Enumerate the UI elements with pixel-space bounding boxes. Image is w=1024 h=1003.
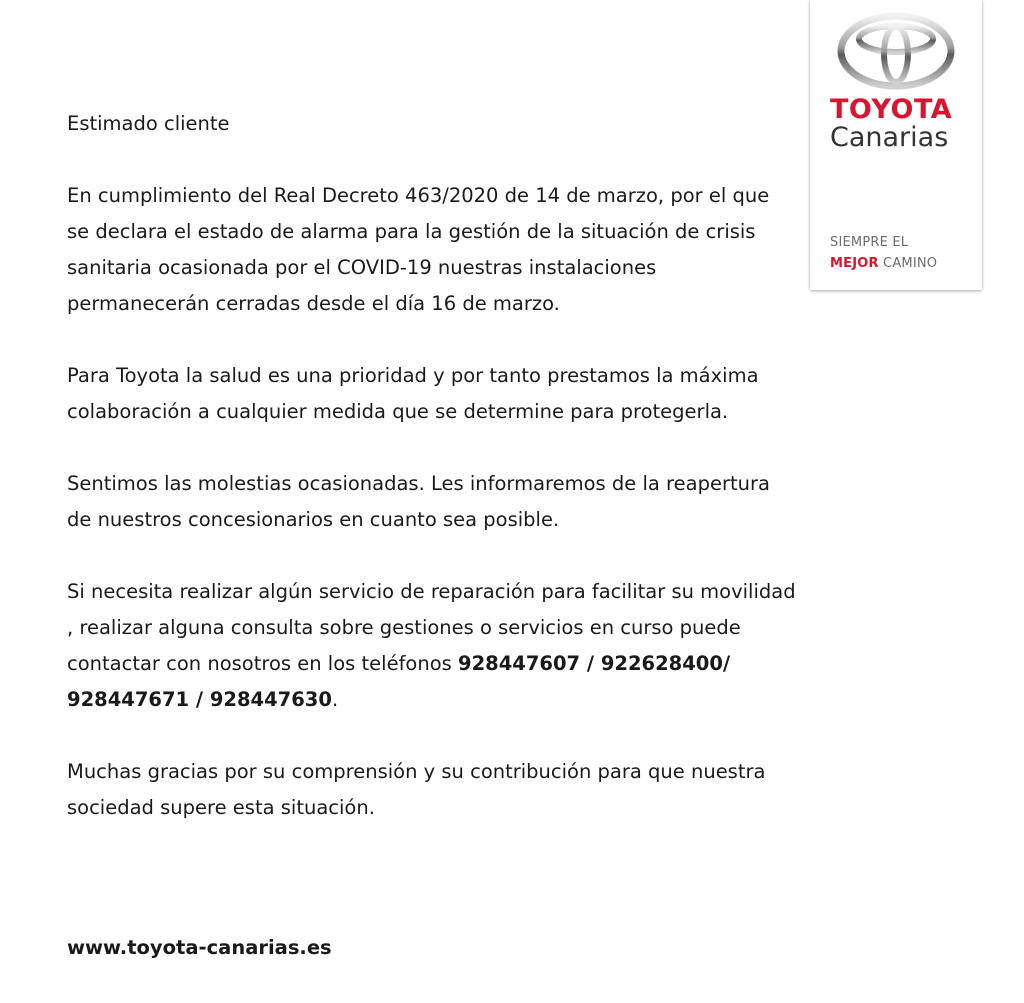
brand-name: TOYOTA [830,94,953,125]
greeting: Estimado cliente [67,112,230,135]
letter-body [67,106,797,862]
paragraph-contact [67,574,797,718]
slogan-line-1: SIEMPRE EL [830,235,909,250]
slogan-rest: CAMINO [878,256,938,271]
slogan-strong: MEJOR [830,256,879,271]
contact-end: . [331,688,339,711]
website-link[interactable]: www.toyota-canarias.es [67,936,332,959]
paragraph-thanks: Muchas gracias por su comprensión y su contribución para que nuestra sociedad supere esta situación. [67,760,766,819]
brand-logo-card [810,0,982,290]
paragraph-apology: Sentimos las molestias ocasionadas. Les informaremos de la reapertura de nuestros concesionarios en cuanto sea posible. [67,472,770,531]
contact-text: Si necesita realizar algún servicio de reparación para facilitar su movilidad , realizar alguna consulta sobre gestiones o servicios en curso puede contactar con nosotros en los teléfonos [67,580,796,675]
brand-region: Canarias [830,122,949,153]
paragraph-closure-notice: En cumplimiento del Real Decreto 463/2020 de 14 de marzo, por el que se declara el estado de alarma para la gestión de la situación de crisis sanitaria ocasionada por el COVID-19 nuestras instalaciones permanecerán cerradas desde el día 16 de marzo. [67,184,770,315]
slogan-line-2 [830,257,937,270]
phone-numbers: 928447607 / 922628400/ 928447671 / 928447630 [67,652,731,711]
toyota-emblem-icon [837,12,955,90]
paragraph-health-priority: Para Toyota la salud es una prioridad y por tanto prestamos la máxima colaboración a cualquier medida que se determine para protegerla. [67,364,759,423]
